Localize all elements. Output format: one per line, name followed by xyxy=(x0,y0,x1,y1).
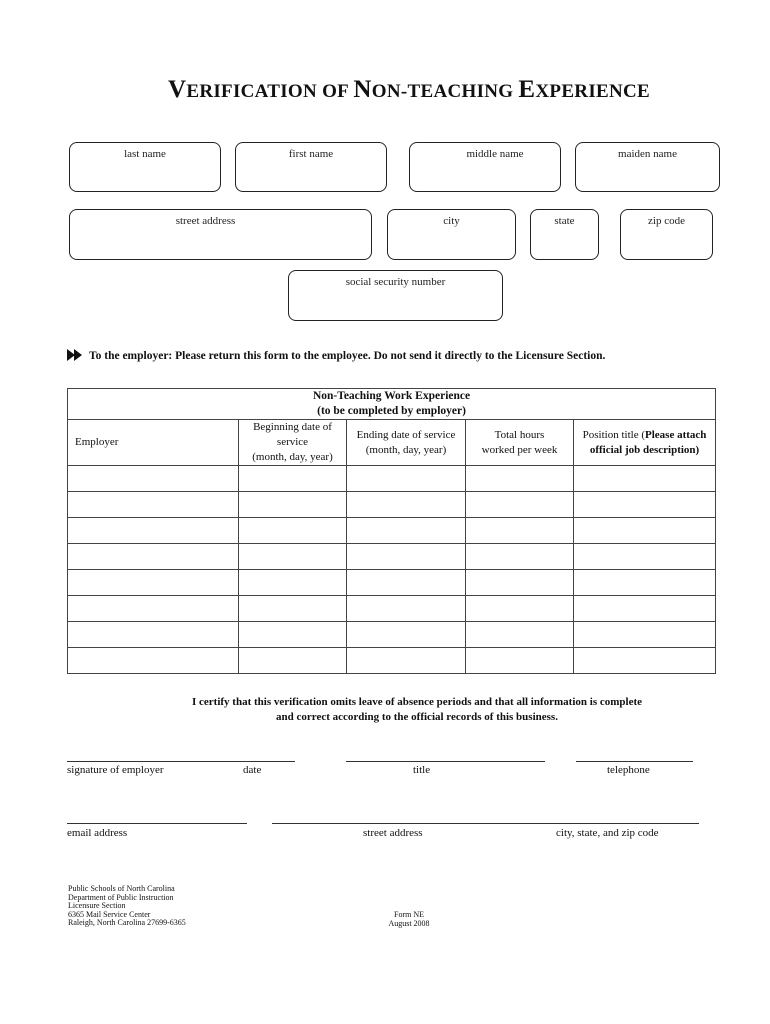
hours-header: Total hours worked per week xyxy=(466,420,574,466)
signature-of-employer-label: signature of employer xyxy=(67,764,164,776)
employer-header: Employer xyxy=(68,420,239,466)
email-address-label: email address xyxy=(67,827,128,839)
table-row xyxy=(68,544,716,570)
work-experience-table xyxy=(67,388,716,674)
agency-address: Public Schools of North Carolina Department of Public Instruction Licensure Section 6365 Mail Service Center Raleigh, North Carolina 27699-6365 xyxy=(68,884,186,927)
email-line[interactable] xyxy=(67,823,247,824)
state-field[interactable] xyxy=(530,209,599,260)
business-street-label: street address xyxy=(363,827,423,839)
double-arrow-icon xyxy=(67,349,83,361)
last-name-field[interactable] xyxy=(69,142,221,192)
employer-signature-line[interactable] xyxy=(67,761,295,762)
table-row xyxy=(68,648,716,674)
date-label: date xyxy=(243,764,262,776)
middle-name-label: middle name xyxy=(466,148,524,160)
telephone-label: telephone xyxy=(607,764,650,776)
form-id: Form NE August 2008 xyxy=(388,910,430,928)
table-row xyxy=(68,518,716,544)
position-header: Position title (Please attach official job description) xyxy=(574,420,716,466)
table-row xyxy=(68,596,716,622)
form-title: VERIFICATION OF NON-TEACHING EXPERIENCE xyxy=(167,76,651,103)
zip-code-field[interactable] xyxy=(620,209,713,260)
table-row xyxy=(68,466,716,492)
ssn-field[interactable] xyxy=(288,270,503,321)
maiden-name-label: maiden name xyxy=(618,148,677,160)
zip-code-label: zip code xyxy=(648,215,685,227)
title-line[interactable] xyxy=(346,761,545,762)
title-label: title xyxy=(413,764,431,776)
maiden-name-field[interactable] xyxy=(575,142,720,192)
street-address-label: street address xyxy=(175,215,236,227)
employer-notice-text: To the employer: Please return this form to the employee. Do not send it directly to the Licensure Section. xyxy=(89,350,606,362)
begin-date-header: Beginning date of service (month, day, year) xyxy=(239,420,347,466)
city-label: city xyxy=(443,215,460,227)
telephone-line[interactable] xyxy=(576,761,693,762)
certification-statement: I certify that this verification omits leave of absence periods and that all information is complete and correct according to the official records of this business. xyxy=(191,696,643,723)
end-date-header: Ending date of service (month, day, year) xyxy=(347,420,466,466)
first-name-field[interactable] xyxy=(235,142,387,192)
employer-notice xyxy=(67,349,605,362)
state-label: state xyxy=(554,215,575,227)
table-row xyxy=(68,570,716,596)
ssn-label: social security number xyxy=(345,276,446,288)
first-name-label: first name xyxy=(288,148,334,160)
city-state-zip-label: city, state, and zip code xyxy=(556,827,659,839)
business-address-line[interactable] xyxy=(272,823,699,824)
city-field[interactable] xyxy=(387,209,516,260)
street-address-field[interactable] xyxy=(69,209,372,260)
table-row xyxy=(68,622,716,648)
last-name-label: last name xyxy=(124,148,166,160)
middle-name-field[interactable] xyxy=(409,142,561,192)
table-title: Non-Teaching Work Experience (to be completed by employer) xyxy=(68,389,716,420)
table-row xyxy=(68,492,716,518)
